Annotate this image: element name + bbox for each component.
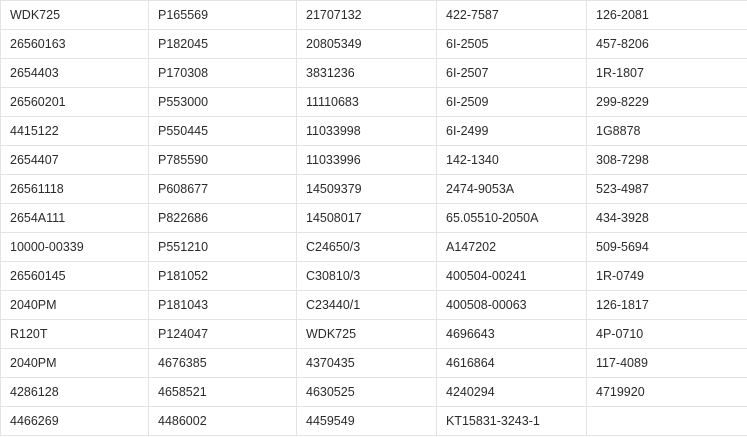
table-cell: 4658521 xyxy=(149,378,297,407)
table-cell: P181043 xyxy=(149,291,297,320)
table-row xyxy=(1,117,747,146)
table-cell: 4486002 xyxy=(149,407,297,436)
table-cell: 4240294 xyxy=(437,378,587,407)
table-cell: 4370435 xyxy=(297,349,437,378)
table-cell: P608677 xyxy=(149,175,297,204)
table-cell: 142-1340 xyxy=(437,146,587,175)
table-cell: 117-4089 xyxy=(587,349,747,378)
table-row xyxy=(1,291,747,320)
table-row xyxy=(1,378,747,407)
table-cell: P182045 xyxy=(149,30,297,59)
table-cell: 4286128 xyxy=(1,378,149,407)
table-row xyxy=(1,30,747,59)
table-cell: P553000 xyxy=(149,88,297,117)
table-cell: 126-1817 xyxy=(587,291,747,320)
table-cell: KT15831-3243-1 xyxy=(437,407,587,436)
table-cell: 126-2081 xyxy=(587,1,747,30)
table-cell: WDK725 xyxy=(1,1,149,30)
table-cell: 422-7587 xyxy=(437,1,587,30)
table-cell: 2040PM xyxy=(1,349,149,378)
table-row xyxy=(1,204,747,233)
table-cell: P550445 xyxy=(149,117,297,146)
table-cell: 6I-2505 xyxy=(437,30,587,59)
table-cell: 11033996 xyxy=(297,146,437,175)
table-cell: 4466269 xyxy=(1,407,149,436)
table-row xyxy=(1,1,747,30)
table-cell: 523-4987 xyxy=(587,175,747,204)
table-cell: 10000-00339 xyxy=(1,233,149,262)
table-cell: 14509379 xyxy=(297,175,437,204)
table-cell: 1R-1807 xyxy=(587,59,747,88)
table-cell: 4P-0710 xyxy=(587,320,747,349)
table-cell: 26560163 xyxy=(1,30,149,59)
table-cell: P170308 xyxy=(149,59,297,88)
table-cell: 4459549 xyxy=(297,407,437,436)
table-cell: 434-3928 xyxy=(587,204,747,233)
table-cell: 3831236 xyxy=(297,59,437,88)
table-cell: 2654403 xyxy=(1,59,149,88)
table-cell: A147202 xyxy=(437,233,587,262)
table-cell: 6I-2507 xyxy=(437,59,587,88)
table-row xyxy=(1,320,747,349)
table-cell: C23440/1 xyxy=(297,291,437,320)
table-cell: 4415122 xyxy=(1,117,149,146)
table-cell: P165569 xyxy=(149,1,297,30)
table-cell: 4616864 xyxy=(437,349,587,378)
table-cell: 65.05510-2050A xyxy=(437,204,587,233)
table-body xyxy=(1,1,747,436)
table-cell: 2474-9053A xyxy=(437,175,587,204)
table-cell: P124047 xyxy=(149,320,297,349)
table-cell: 2040PM xyxy=(1,291,149,320)
table-cell: 4630525 xyxy=(297,378,437,407)
table-cell: 4676385 xyxy=(149,349,297,378)
table-cell: WDK725 xyxy=(297,320,437,349)
table-cell: 6I-2509 xyxy=(437,88,587,117)
table-cell: 11110683 xyxy=(297,88,437,117)
table-cell: 4696643 xyxy=(437,320,587,349)
table-row xyxy=(1,175,747,204)
table-cell: 14508017 xyxy=(297,204,437,233)
table-cell: 26560201 xyxy=(1,88,149,117)
table-cell: P551210 xyxy=(149,233,297,262)
table-cell: 2654407 xyxy=(1,146,149,175)
table-cell: R120T xyxy=(1,320,149,349)
table-row xyxy=(1,262,747,291)
table-cell: 457-8206 xyxy=(587,30,747,59)
table-cell: 21707132 xyxy=(297,1,437,30)
table-cell: 1G8878 xyxy=(587,117,747,146)
table-row xyxy=(1,233,747,262)
table-cell: P181052 xyxy=(149,262,297,291)
table-cell: P785590 xyxy=(149,146,297,175)
table-cell: 20805349 xyxy=(297,30,437,59)
table-cell xyxy=(587,407,747,436)
table-cell: 1R-0749 xyxy=(587,262,747,291)
table-row xyxy=(1,88,747,117)
table-cell: 400504-00241 xyxy=(437,262,587,291)
table-row xyxy=(1,349,747,378)
table-cell: 26561118 xyxy=(1,175,149,204)
table-cell: 6I-2499 xyxy=(437,117,587,146)
table-cell: C24650/3 xyxy=(297,233,437,262)
table-cell: 4719920 xyxy=(587,378,747,407)
table-row xyxy=(1,407,747,436)
table-cell: 308-7298 xyxy=(587,146,747,175)
table-row xyxy=(1,59,747,88)
table-cell: 299-8229 xyxy=(587,88,747,117)
table-cell: C30810/3 xyxy=(297,262,437,291)
table-cell: 11033998 xyxy=(297,117,437,146)
table-cell: 509-5694 xyxy=(587,233,747,262)
table-cell: 400508-00063 xyxy=(437,291,587,320)
table-cell: P822686 xyxy=(149,204,297,233)
table-cell: 2654A111 xyxy=(1,204,149,233)
table-cell: 26560145 xyxy=(1,262,149,291)
table-row xyxy=(1,146,747,175)
